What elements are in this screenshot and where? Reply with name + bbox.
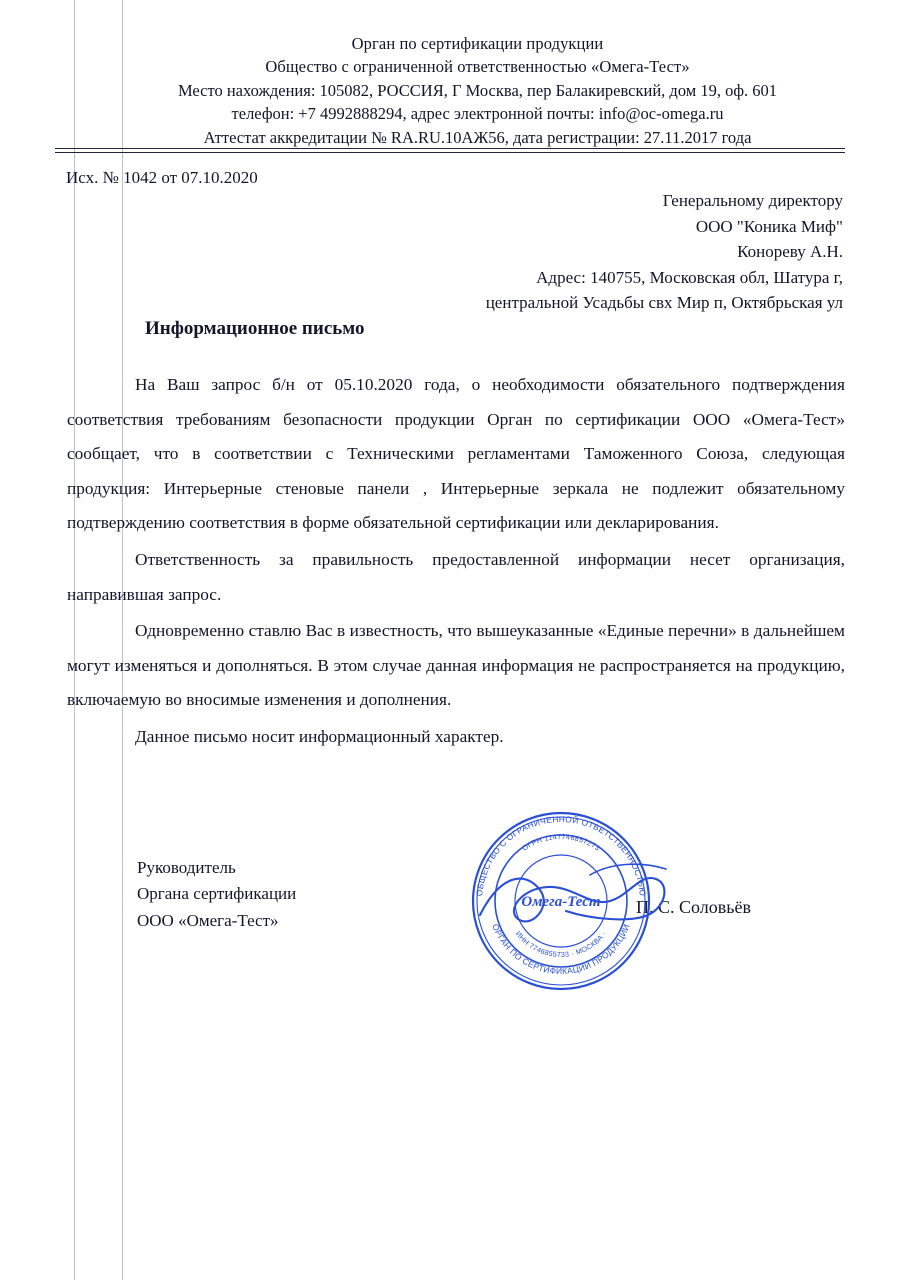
page-title: Информационное письмо [145, 318, 365, 339]
addressee-block [373, 188, 843, 316]
stamp-inner-top-text: ОГРН 1147746857273 [520, 831, 602, 853]
addressee-address-1: Адрес: 140755, Московская обл, Шатура г, [536, 267, 843, 287]
letterhead-line-1: Орган по сертификации продукции [351, 34, 604, 53]
svg-text:ОГРН 1147746857273 [520, 832, 601, 853]
addressee-company: ООО "Коника Миф" [695, 216, 843, 236]
signer-name: П. С. Соловьёв [636, 897, 751, 917]
stamp-inner-bottom-text: ИНН 7746855733 · МОСКВА · [513, 929, 609, 960]
signature-block [137, 855, 296, 934]
letter-body [67, 368, 845, 757]
stamp-center-text: Омега-Тест [521, 894, 601, 910]
outgoing-number: Исх. № 1042 от 07.10.2020 [66, 168, 258, 187]
letterhead-address: Место нахождения: 105082, РОССИЯ, Г Москва, пер Балакиревский, дом 19, оф. 601 [177, 80, 778, 100]
svg-text:ОРГАН ПО СЕРТИФИКАЦИИ ПРОДУКЦИ [490, 922, 631, 976]
letterhead-contacts: телефон: +7 4992888294, адрес электронной почты: info@oc-omega.ru [231, 104, 724, 124]
paragraph: Одновременно ставлю Вас в известность, что вышеуказанные «Единые перечни» в дальнейшем могут изменяться и дополняться. В этом случае данная информация не распространяется на продукцию, включаемую во вносимые изменения и дополнения. [67, 621, 845, 710]
letterhead-line-2: Общество с ограниченной ответственностью «Омега-Тест» [265, 57, 690, 77]
header-divider [55, 148, 845, 153]
paragraph: Данное письмо носит информационный характер. [135, 726, 504, 746]
signatory-company: ООО «Омега-Тест» [137, 910, 279, 930]
addressee-address-2: центральной Усадьбы свх Мир п, Октябрьская ул [485, 293, 843, 312]
letterhead [110, 32, 845, 149]
company-stamp-icon [466, 806, 656, 996]
signatory-role: Руководитель [137, 858, 236, 877]
stamp-outer-top-text: ОБЩЕСТВО С ОГРАНИЧЕННОЙ ОТВЕТСТВЕННОСТЬЮ [474, 813, 648, 897]
paragraph: На Ваш запрос б/н от 05.10.2020 года, о необходимости обязательного подтверждения соответствия требованиям безопасности продукции Орган по сертификации ООО «Омега-Тест» сообщает, что в соответствии с Техническими регламентами Таможенного Союза, следующая продукция: Интерьерные стеновые панели , Интерьерные зеркала не подлежит обязательному подтверждению соответствия в форме обязательной сертификации или декларирования. [67, 375, 845, 533]
addressee-name: Конореву А.Н. [737, 242, 843, 261]
stamp-outer-bottom-text: ОРГАН ПО СЕРТИФИКАЦИИ ПРОДУКЦИИ [490, 922, 632, 977]
signatory-department: Органа сертификации [137, 884, 297, 904]
letterhead-accreditation: Аттестат аккредитации № RA.RU.10АЖ56, дата регистрации: 27.11.2017 года [203, 127, 752, 147]
paragraph: Ответственность за правильность предоставленной информации несет организация, направившая запрос. [67, 549, 845, 604]
addressee-position: Генеральному директору [662, 191, 843, 210]
